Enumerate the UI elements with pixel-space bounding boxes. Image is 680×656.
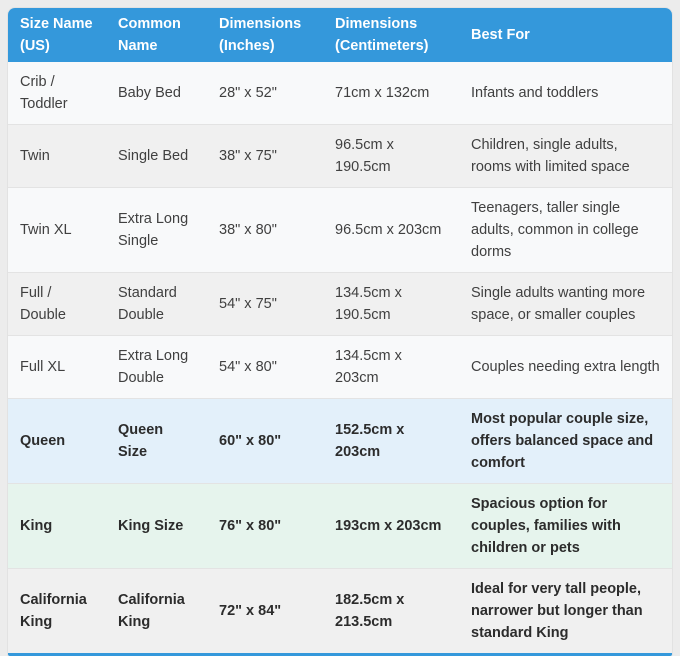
cell-size-name: Full XL — [20, 359, 66, 375]
cell-inches: 60" x 80" — [219, 433, 282, 449]
cell-inches: 54" x 80" — [219, 359, 277, 375]
cell-centimeters: 134.5cm x 190.5cm — [335, 285, 402, 323]
cell-inches: 54" x 75" — [219, 296, 277, 312]
cell-best-for: Spacious option for couples, families with children or pets — [471, 496, 621, 556]
table-row — [8, 336, 672, 399]
table-row — [8, 62, 672, 125]
cell-centimeters: 193cm x 203cm — [335, 518, 442, 534]
table-row — [8, 125, 672, 188]
table-body — [8, 62, 672, 653]
table-row — [8, 188, 672, 273]
cell-best-for: Infants and toddlers — [471, 85, 599, 101]
cell-common-name: Extra Long Single — [118, 211, 189, 249]
cell-size-name: Queen — [20, 433, 66, 449]
cell-inches: 72" x 84" — [219, 603, 282, 619]
table-header — [8, 8, 672, 62]
cell-size-name: Twin — [20, 148, 50, 164]
header-row — [8, 8, 672, 62]
cell-inches: 76" x 80" — [219, 518, 282, 534]
table-row-california-king-highlighted — [8, 569, 672, 654]
cell-inches: 28" x 52" — [219, 85, 277, 101]
cell-common-name: Baby Bed — [118, 85, 181, 101]
table-row-king-highlighted — [8, 484, 672, 569]
cell-common-name: King Size — [118, 518, 184, 534]
cell-centimeters: 71cm x 132cm — [335, 85, 430, 101]
cell-inches: 38" x 75" — [219, 148, 277, 164]
cell-common-name: Standard Double — [118, 285, 177, 323]
bed-size-table — [8, 8, 672, 653]
bed-size-table-container — [8, 8, 672, 656]
cell-best-for: Most popular couple size, offers balanced space and comfort — [471, 411, 654, 471]
table-row — [8, 273, 672, 336]
header-best-for: Best For — [459, 8, 672, 62]
cell-size-name: California King — [20, 592, 87, 630]
table-row-queen-highlighted — [8, 399, 672, 484]
cell-size-name: Full / Double — [20, 285, 66, 323]
cell-size-name: Twin XL — [20, 222, 72, 238]
cell-best-for: Ideal for very tall people, narrower but longer than standard King — [471, 581, 643, 641]
cell-common-name: Queen Size — [118, 422, 164, 460]
cell-centimeters: 152.5cm x 203cm — [335, 422, 405, 460]
cell-best-for: Single adults wanting more space, or smaller couples — [471, 285, 646, 323]
header-dimensions-inches: Dimensions (Inches) — [207, 8, 323, 62]
cell-size-name: King — [20, 518, 53, 534]
header-dimensions-centimeters: Dimensions (Centimeters) — [323, 8, 459, 62]
cell-size-name: Crib / Toddler — [20, 74, 68, 112]
header-common-name: Common Name — [106, 8, 207, 62]
cell-best-for: Couples needing extra length — [471, 359, 660, 375]
cell-centimeters: 134.5cm x 203cm — [335, 348, 402, 386]
cell-centimeters: 182.5cm x 213.5cm — [335, 592, 405, 630]
cell-centimeters: 96.5cm x 203cm — [335, 222, 442, 238]
cell-common-name: California King — [118, 592, 185, 630]
cell-best-for: Teenagers, taller single adults, common in college dorms — [471, 200, 639, 260]
header-size-name: Size Name (US) — [8, 8, 106, 62]
cell-common-name: Extra Long Double — [118, 348, 189, 386]
cell-inches: 38" x 80" — [219, 222, 277, 238]
cell-centimeters: 96.5cm x 190.5cm — [335, 137, 394, 175]
cell-best-for: Children, single adults, rooms with limited space — [471, 137, 630, 175]
cell-common-name: Single Bed — [118, 148, 189, 164]
